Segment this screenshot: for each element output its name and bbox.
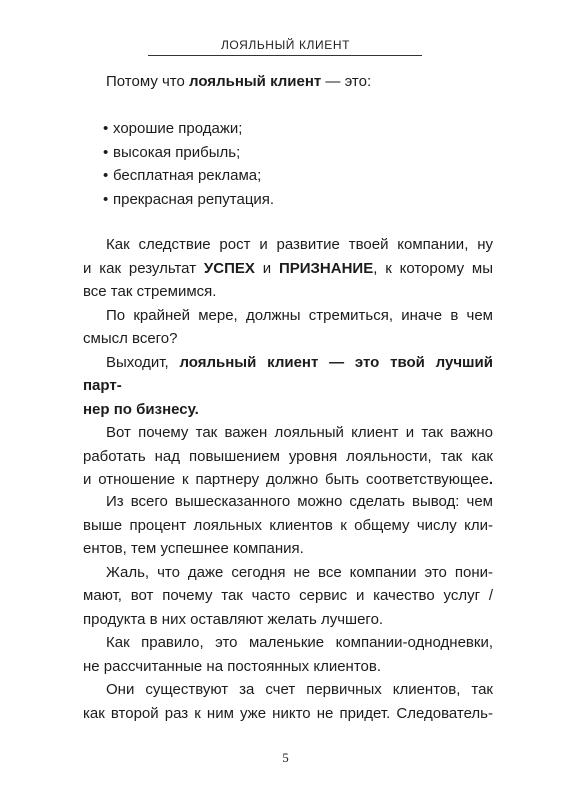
bullet-glyph: • — [103, 190, 109, 208]
text-line: Из всего вышесказанного можно сделать вывод: чем — [106, 493, 493, 510]
bold-line: нер по бизнесу. — [83, 400, 199, 418]
text-line: выше процент лояльных клиентов к общему числу кли- — [83, 516, 493, 534]
bullet-text: бесплатная реклама; — [113, 167, 262, 184]
bold-run: УСПЕХ — [203, 259, 255, 277]
text-line: Как правило, это маленькие компании-однодневки, — [106, 634, 493, 651]
text-line: Жаль, что даже сегодня не все компании это пони- — [106, 563, 493, 581]
text-run: и отношение к партнеру должно быть соответствующее — [83, 471, 489, 488]
intro-paragraph — [83, 70, 493, 94]
paragraph — [83, 304, 493, 351]
intro-before: Потому что — [106, 73, 190, 90]
paragraph — [83, 678, 493, 725]
text-line: Вот почему так важен лояльный клиент и так важно — [106, 424, 493, 441]
bullet-glyph: • — [103, 143, 109, 161]
paragraph — [83, 421, 493, 492]
text-line: не рассчитанные на постоянных клиентов. — [83, 657, 382, 675]
bullet-item — [83, 141, 493, 165]
bullet-list-block — [83, 117, 493, 211]
running-head: ЛОЯЛЬНЫЙ КЛИЕНТ — [220, 38, 351, 52]
text-line: все так стремимся. — [83, 283, 217, 300]
bullet-item — [83, 164, 493, 188]
paragraph — [83, 233, 493, 304]
text-line: работать над повышением уровня лояльности, так как — [83, 447, 493, 465]
bold-run: ПРИЗНАНИЕ — [278, 259, 374, 277]
text-line: Как следствие рост и развитие твоей компании, ну — [106, 236, 493, 253]
paragraph — [83, 631, 493, 678]
page-number: 5 — [282, 750, 289, 765]
body-text — [83, 233, 493, 492]
text-run: и как результат — [83, 259, 204, 277]
intro-bold: лояльный клиент — [189, 73, 322, 90]
paragraph — [83, 351, 493, 422]
text-run: Выходит, — [106, 353, 180, 371]
text-line: По крайней мере, должны стремиться, иначе в чем — [106, 306, 493, 324]
text-line — [83, 351, 493, 398]
bullet-item — [83, 117, 493, 141]
text-run: и — [254, 259, 279, 277]
text-line: ентов, тем успешнее компания. — [83, 540, 304, 557]
bullet-glyph: • — [103, 167, 109, 184]
text-line — [83, 468, 493, 492]
bullet-text: прекрасная репутация. — [113, 190, 275, 208]
text-line: Они существуют за счет первичных клиентов, так — [106, 681, 493, 698]
text-run: , к которому мы — [373, 259, 493, 277]
header-rule — [148, 55, 422, 56]
text-line: продукта в них оставляют желать лучшего. — [83, 610, 384, 628]
body-text-2 — [83, 490, 493, 725]
bullet-item — [83, 188, 493, 212]
paragraph — [83, 561, 493, 632]
text-line: смысл всего? — [83, 330, 178, 347]
intro-line — [83, 70, 493, 94]
paragraph — [83, 490, 493, 561]
intro-after: — это: — [321, 73, 372, 90]
text-line: мают, вот почему так часто сервис и качество услуг / — [83, 587, 493, 604]
text-line — [83, 257, 493, 281]
bullet-list — [83, 117, 493, 211]
bullet-text: высокая прибыль; — [113, 143, 241, 161]
bold-run: . — [488, 471, 493, 488]
bold-run: лояльный клиент — это твой лучший парт- — [83, 353, 493, 394]
text-line: как второй раз к ним уже никто не придет. Следователь- — [83, 704, 493, 722]
bullet-text: хорошие продажи; — [113, 120, 243, 137]
bullet-glyph: • — [103, 120, 109, 137]
